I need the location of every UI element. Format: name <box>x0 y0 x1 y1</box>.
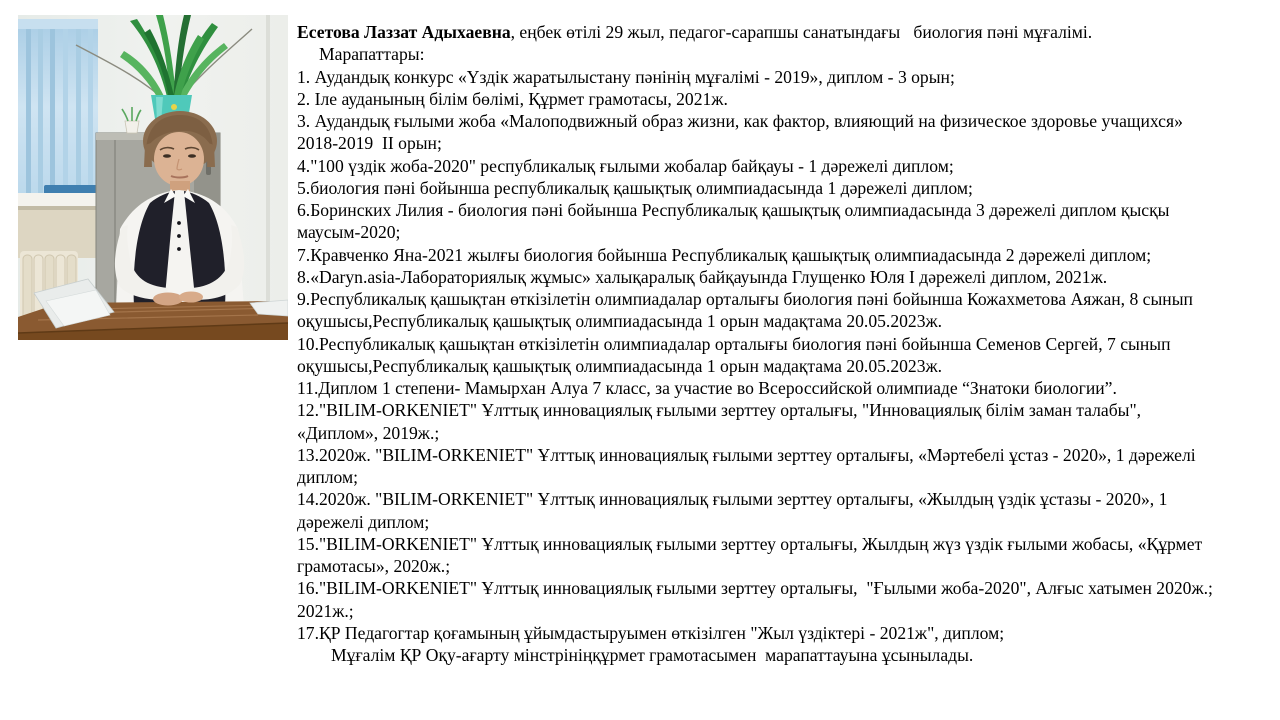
teacher-photo-illustration <box>18 15 288 340</box>
award-item: 8.«Daryn.asia-Лабораториялық жұмыс» халықаралық байқауында Глущенко Юля I дәрежелі диплом, 2021ж. <box>297 266 1108 287</box>
award-item: 2. Іле ауданының білім бөлімі, Құрмет грамотасы, 2021ж. <box>297 88 728 109</box>
wall-under-window <box>18 210 104 258</box>
award-item: 5.биология пәні бойынша республикалық қашықтық олимпиадасында 1 дәрежелі диплом; <box>297 177 973 198</box>
award-item: 10.Республикалық қашықтан өткізілетін олимпиадалар орталығы биология пәні бойынша Семенов Сергей, 7 сынып оқушысы,Республикалық қашықтық олимпиадасында 1 орын мадақтама 20.05.2023ж. <box>297 333 1175 376</box>
footer-note: Мұғалім ҚР Оқу-ағарту мінстрініңқұрмет грамотасымен марапаттауына ұсынылады. <box>331 645 974 665</box>
award-item: 4."100 үздік жоба-2020" республикалық ғылыми жобалар байқауы - 1 дәрежелі диплом; <box>297 155 954 176</box>
award-item: 9.Республикалық қашықтан өткізілетін олимпиадалар орталығы биология пәні бойынша Кожахметова Аяжан, 8 сынып оқушысы,Республикалық қашықтық олимпиадасында 1 орын мадақтама 20.05.2023ж. <box>297 289 1198 332</box>
teacher-name: Есетова Лаззат Адыхаевна <box>297 22 511 42</box>
window-blinds <box>18 19 98 195</box>
award-item: 12."BILIM-ORKENIET" Ұлттық инновациялық ғылыми зерттеу орталығы, "Инновациялық білім заман талабы", «Диплом», 2019ж.; <box>297 400 1146 443</box>
award-item: 13.2020ж. "BILIM-ORKENIET" Ұлттық инновациялық ғылыми зерттеу орталығы, «Мәртебелі ұстаз - 2020», 1 дәрежелі диплом; <box>297 444 1201 487</box>
awards-header: Марапаттары: <box>319 44 425 65</box>
award-item: 3. Аудандық ғылыми жоба «Малоподвижный образ жизни, как фактор, влияющий на физическое здоровье учащихся» 2018-2019 II орын; <box>297 111 1188 154</box>
award-item: 15."BILIM-ORKENIET" Ұлттық инновациялық ғылыми зерттеу орталығы, Жылдың жүз үздік ғылыми жобасы, «Құрмет грамотасы», 2020ж.; <box>297 533 1207 576</box>
award-item: 7.Кравченко Яна-2021 жылғы биология бойынша Республикалық қашықтық олимпиадасында 2 дәрежелі диплом; <box>297 244 1152 265</box>
profile-intro <box>297 21 1213 43</box>
award-item: 17.ҚР Педагогтар қоғамының ұйымдастыруымен өткізілген "Жыл үздіктері - 2021ж", диплом; <box>297 622 1005 643</box>
award-item: 11.Диплом 1 степени- Мамырхан Алуа 7 класс, за участие во Всероссийской олимпиаде “Знатоки биологии”. <box>297 378 1117 398</box>
award-item: 16."BILIM-ORKENIET" Ұлттық инновациялық ғылыми зерттеу орталығы, "Ғылыми жоба-2020", Алғыс хатымен 2020ж.; 2021ж.; <box>297 578 1218 621</box>
teacher-photo <box>18 15 288 340</box>
sill-shadow <box>18 206 104 210</box>
profile-text <box>297 21 1218 666</box>
award-item: 1. Аудандық конкурс «Үздік жаратылыстану пәнінің мұғалімі - 2019», диплом - 3 орын; <box>297 66 955 87</box>
award-item: 14.2020ж. "BILIM-ORKENIET" Ұлттық инновациялық ғылыми зерттеу орталығы, «Жылдың үздік ұстазы - 2020», 1 дәрежелі диплом; <box>297 489 1172 532</box>
awards-list <box>297 66 1218 645</box>
award-item: 6.Боринских Лилия - биология пәні бойынша Республикалық қашықтық олимпиадасында 3 дәрежелі диплом қысқы маусым-2020; <box>297 200 1174 243</box>
teacher-intro: , еңбек өтілі 29 жыл, педагог-сарапшы санатындағы биология пәні мұғалімі. <box>510 22 1093 42</box>
window-sill <box>18 193 104 208</box>
wall-corner-line <box>266 15 270 305</box>
